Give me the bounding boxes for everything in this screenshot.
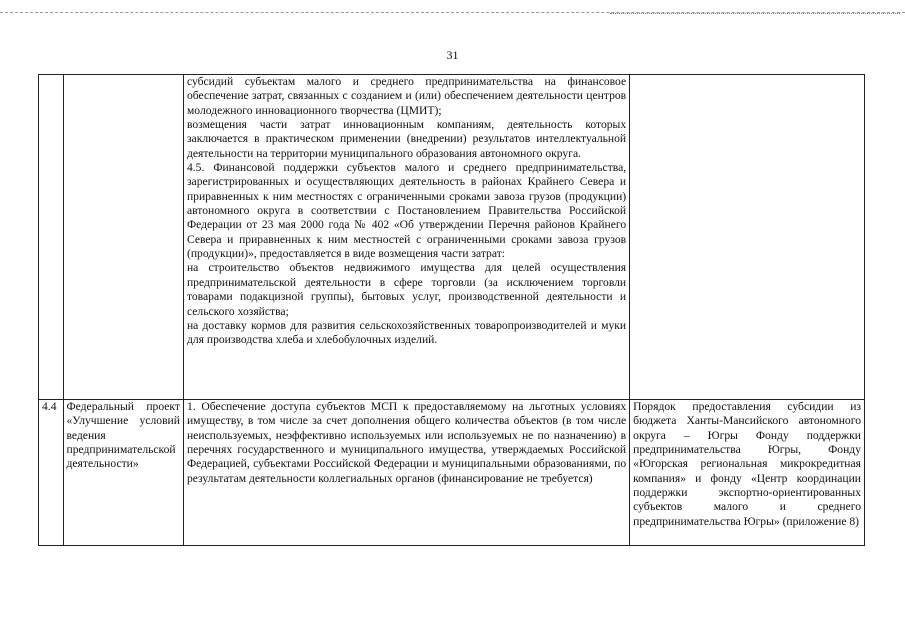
description-paragraph: 4.5. Финансовой поддержки субъектов малого и среднего предпринимательства, зарегистрированных и осуществляющих деятельность в районах Крайнего Севера и приравненных к ним местностях с ограниченными сроками завоза грузов (продукции) автономного округа в соответствии с Постановлением Правительства Российской Федерации от 23 мая 2000 года № 402 «Об утверждении Перечня районов Крайнего Севера и приравненных к ним местностей с ограниченными сроками завоза грузов (продукции)», предоставляется в виде возмещения части затрат:	[186, 161, 627, 261]
description-cell	[183, 75, 629, 400]
table-row	[39, 75, 865, 400]
description-paragraph: на доставку кормов для развития сельскохозяйственных товаропроизводителей и муки для производства хлеба и хлебобулочных изделий.	[186, 318, 627, 347]
description-paragraph: 1. Обеспечение доступа субъектов МСП к предоставляемому на льготных условиях имуществу, в том числе за счет дополнения общего количества объектов (в том числе неиспользуемых, неэффективно используемых или используемых не по назначению) в перечнях государственного и муниципального имущества, утверждаемых Российской Федерацией, субъектами Российской Федерации и муниципальными образованиями, по результатам деятельности коллегиальных органов (финансирование не требуется)	[186, 400, 627, 485]
basis-cell	[630, 75, 865, 400]
basis-text: Порядок предоставления субсидии из бюджета Ханты-Мансийского автономного округа – Югры Фонду поддержки предпринимательства Югры, Фонду «Югорская региональная микрокредитная компания» и фонду «Центр координации поддержки экспортно-ориентированных субъектов малого и среднего предпринимательства Югры» (приложение 8)	[633, 400, 861, 528]
row-number-cell: 4.4	[39, 400, 64, 546]
page-number: 31	[446, 48, 459, 62]
description-paragraph: субсидий субъектам малого и среднего предпринимательства на финансовое обеспечение затрат, связанных с созданием и (или) обеспечением деятельности центров молодежного инновационного творчества (ЦМИТ);	[186, 75, 627, 117]
description-paragraph: на строительство объектов недвижимого имущества для целей осуществления предпринимательской деятельности в сфере торговли (за исключением торговли товарами подакцизной группы), бытовых услуг, производственной деятельности и сельского хозяйства;	[186, 261, 627, 318]
project-name: Федеральный проект «Улучшение условий ведения предпринимательской деятельности»	[66, 400, 180, 471]
table-row	[39, 400, 865, 546]
row-number-cell	[39, 75, 64, 400]
description-paragraph: возмещения части затрат инновационным компаниям, деятельность которых заключается в практическом применении (внедрении) результатов интеллектуальной деятельности на территории муниципального образования автономного округа.	[186, 118, 627, 160]
project-name-cell	[63, 400, 183, 546]
description-cell	[183, 400, 629, 546]
project-name-cell	[63, 75, 183, 400]
scan-top-rule-dotted	[610, 13, 900, 14]
basis-cell	[630, 400, 865, 546]
program-table	[38, 74, 865, 546]
